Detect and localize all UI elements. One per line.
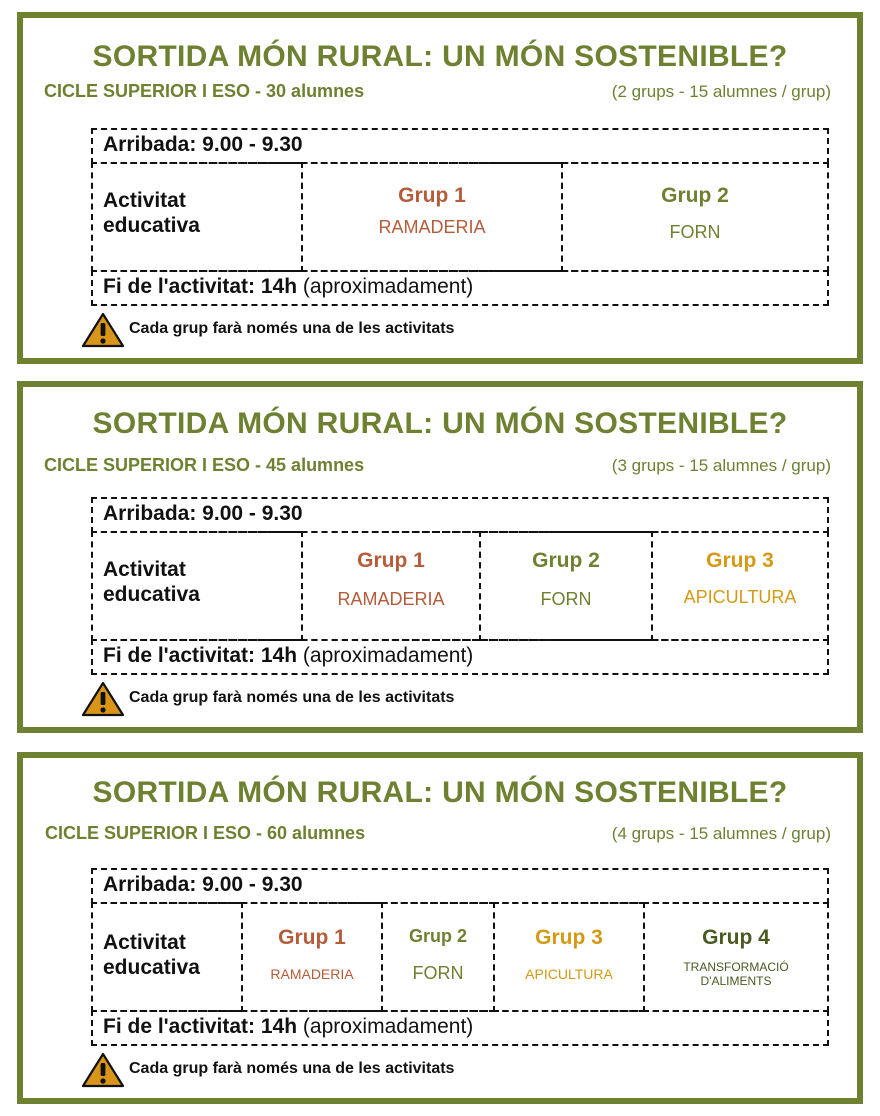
group-activity: [645, 960, 827, 988]
schedule-table: [91, 128, 829, 308]
card-title: SORTIDA MÓN RURAL: UN MÓN SOSTENIBLE?: [92, 40, 788, 73]
activity-label-line1: Activitat: [103, 558, 186, 581]
end-text: [103, 275, 473, 299]
warning-text: Cada grup farà només una de les activitats: [129, 320, 455, 337]
activity-row: [91, 162, 829, 272]
activity-label-cell: [91, 531, 303, 641]
end-note: (aproximadament): [302, 1015, 474, 1038]
activity-label: [103, 557, 200, 607]
warning-icon: [81, 681, 125, 717]
end-label: Fi de l'activitat: 14h: [103, 275, 298, 298]
activity-label: [103, 930, 200, 980]
arrival-label: Arribada: 9.00 - 9.30: [103, 133, 303, 156]
group-activity: RAMADERIA: [270, 966, 354, 982]
activity-label-line1: Activitat: [103, 931, 186, 954]
activity-label-line2: educativa: [103, 956, 200, 979]
activity-label-cell: [91, 162, 303, 272]
activity-label: [103, 188, 200, 238]
arrival-label: Arribada: 9.00 - 9.30: [103, 502, 303, 525]
activity-row: [91, 531, 829, 641]
group-activity: APICULTURA: [683, 587, 797, 607]
group-name: Grup 3: [535, 926, 603, 949]
group-name: Grup 2: [408, 926, 467, 946]
schedule-table: [91, 497, 829, 677]
group-activity: APICULTURA: [525, 966, 613, 982]
activity-label-line1: Activitat: [103, 189, 186, 212]
warning-icon: [81, 312, 125, 348]
group-name: Grup 2: [661, 184, 729, 207]
schedule-table: [91, 868, 829, 1048]
groups-note: (3 grups - 15 alumnes / grup): [611, 456, 831, 475]
group-cell: [381, 902, 495, 1012]
group-cell: [651, 531, 829, 641]
group-name: Grup 1: [398, 184, 466, 207]
group-name: Grup 1: [357, 549, 425, 572]
end-text: [103, 1015, 473, 1039]
card-subtitle: CICLE SUPERIOR I ESO - 45 alumnes: [44, 455, 365, 475]
card-60-alumnes: [17, 752, 863, 1104]
group-activity: FORN: [412, 963, 464, 983]
arrival-row: [91, 868, 829, 904]
group-activity: FORN: [669, 222, 721, 242]
activity-row: [91, 902, 829, 1012]
card-subtitle: CICLE SUPERIOR I ESO - 60 alumnes: [45, 823, 366, 843]
end-row: [91, 639, 829, 675]
group-activity: FORN: [540, 589, 592, 609]
card-30-alumnes: [17, 12, 863, 364]
card-45-alumnes: [17, 381, 863, 733]
group-name: Grup 2: [532, 549, 600, 572]
end-row: [91, 270, 829, 306]
activity-label-cell: [91, 902, 243, 1012]
groups-note: (4 grups - 15 alumnes / grup): [611, 824, 831, 843]
group-cell: [479, 531, 653, 641]
activity-label-line2: educativa: [103, 583, 200, 606]
group-cell: [301, 531, 481, 641]
group-cell: [493, 902, 645, 1012]
end-note: (aproximadament): [302, 275, 474, 298]
group-cell: [643, 902, 829, 1012]
warning-text: Cada grup farà només una de les activitats: [129, 1060, 455, 1077]
group-name: Grup 3: [706, 549, 774, 572]
group-name: Grup 4: [702, 926, 770, 949]
activity-label-line2: educativa: [103, 214, 200, 237]
group-cell: [561, 162, 829, 272]
group-name: Grup 1: [278, 926, 346, 949]
arrival-row: [91, 497, 829, 533]
group-activity-line1: TRANSFORMACIÓ: [683, 960, 789, 974]
arrival-label: Arribada: 9.00 - 9.30: [103, 873, 303, 896]
group-activity-line2: D'ALIMENTS: [700, 974, 772, 988]
group-cell: [301, 162, 563, 272]
card-title: SORTIDA MÓN RURAL: UN MÓN SOSTENIBLE?: [92, 407, 788, 440]
warning-text: Cada grup farà només una de les activitats: [129, 689, 455, 706]
card-title: SORTIDA MÓN RURAL: UN MÓN SOSTENIBLE?: [92, 776, 788, 809]
end-label: Fi de l'activitat: 14h: [103, 1015, 298, 1038]
group-cell: [241, 902, 383, 1012]
end-text: [103, 644, 473, 668]
end-label: Fi de l'activitat: 14h: [103, 644, 298, 667]
card-subtitle: CICLE SUPERIOR I ESO - 30 alumnes: [44, 81, 365, 101]
end-note: (aproximadament): [302, 644, 474, 667]
warning-icon: [81, 1052, 125, 1088]
arrival-row: [91, 128, 829, 164]
groups-note: (2 grups - 15 alumnes / grup): [611, 82, 831, 101]
group-activity: RAMADERIA: [378, 217, 486, 237]
group-activity: RAMADERIA: [337, 589, 445, 609]
end-row: [91, 1010, 829, 1046]
